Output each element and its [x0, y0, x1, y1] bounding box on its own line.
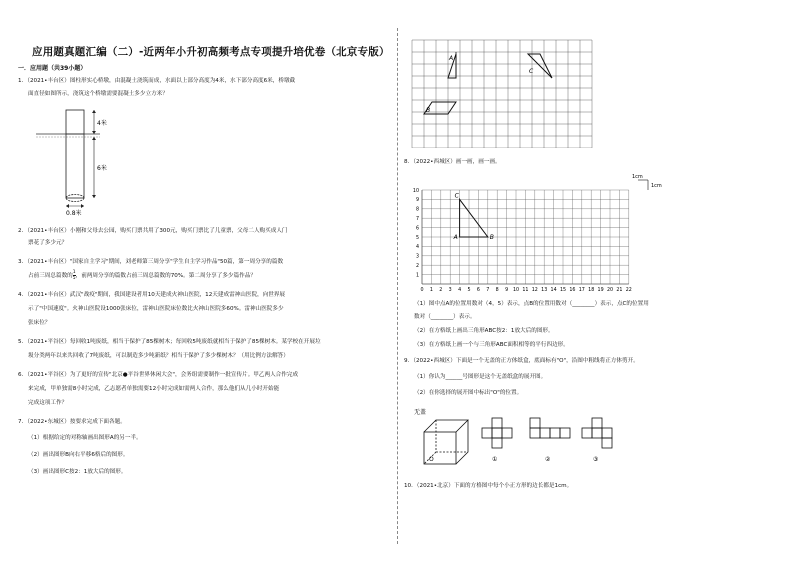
pier-body — [66, 110, 84, 198]
x-tick-label: 13 — [541, 288, 548, 293]
frac-numerator: 1 — [72, 270, 76, 275]
q2-line1: 2．（2021•丰台区）小刚和父母去公园，购买门票共用了300元，购买门票比了儿童票，父母二人购买成人门 — [18, 228, 288, 234]
q9-sub2: （2）在你选择的展开图中标出"O"的位置。 — [414, 390, 523, 396]
section-heading: 一．应用题（共39小题） — [18, 65, 87, 72]
q8-sub3: （3）在方格纸上画一个与三角形ABC面积相等的平行四边形。 — [414, 342, 569, 348]
page-title: 应用题真题汇编（二）-近两年小升初高频考点专项提升培优卷（北京专版） — [32, 46, 390, 58]
x-tick-label: 20 — [606, 288, 614, 293]
q8-sub1-text-c: 数对（ — [414, 314, 431, 320]
q7-line1: 7．（2022•东城区）按要求完成下面各题。 — [18, 419, 126, 425]
q6-line3: 完成这项工作？ — [28, 400, 68, 406]
q8-sub2: （2）在方格纸上画出三角形ABC按2：1放大后的图形。 — [414, 328, 554, 334]
pier-diagram — [36, 104, 126, 220]
shape-c-label: C — [529, 68, 534, 75]
q1-line1: 1．（2021•丰台区）图柱形实心桥墩，由混凝土浇筑而成，水面以上部分高度为4米，水下部分高度6米，桥墩截 — [18, 78, 296, 84]
point-label-c: C — [454, 192, 459, 200]
grid-lines — [412, 40, 592, 148]
x-tick-label: 22 — [625, 288, 632, 293]
option-2-label: ② — [545, 456, 551, 463]
q7-sub3: （3）画出图形C按2：1放大后的图形。 — [28, 469, 127, 475]
column-divider — [397, 28, 398, 544]
net-option-1[interactable] — [482, 418, 512, 448]
answer-blank-net[interactable]: ______ — [445, 374, 463, 380]
q2-line2: 票花了多少元？ — [28, 240, 68, 246]
open-box-label: 无盖 — [414, 409, 427, 416]
answer-blank-c[interactable]: ________ — [430, 314, 454, 320]
y-tick-label: 10 — [412, 188, 419, 194]
q7-sub2: （2）画出图形B向右平移6格后的图形。 — [28, 452, 129, 458]
q7-sub1: （1）根据给定的对称轴画出图形A的另一半。 — [28, 435, 142, 441]
coordinate-grid — [404, 172, 674, 294]
q9-sub1 — [414, 369, 546, 385]
x-tick-label: 2 — [439, 288, 443, 293]
x-tick-label: 11 — [522, 288, 529, 293]
x-tick-label: 16 — [569, 288, 576, 293]
transform-grid — [410, 38, 600, 148]
q3-line2 — [28, 268, 256, 284]
x-tick-label: 5 — [467, 288, 471, 293]
q10-line1: 10．（2021•北京）下面的方格图中每个小正方形的边长都是1cm。 — [404, 483, 573, 489]
point-label-b: B — [489, 234, 494, 241]
y-tick-label: 5 — [415, 235, 419, 241]
x-tick-label: 4 — [458, 288, 462, 293]
q8-sub1-text-d: ）表示。 — [453, 314, 476, 320]
q4-line2: 示了"中国速度"。火神山医院设1000张床位，雷神山医院床位数比火神山医院多60%。雷神山医院多少 — [28, 306, 284, 312]
x-tick-label: 1 — [429, 288, 433, 293]
y-tick-label: 1 — [415, 273, 419, 279]
y-tick-label: 6 — [415, 226, 419, 232]
x-tick-label: 10 — [512, 288, 520, 293]
x-tick-label: 9 — [505, 288, 509, 293]
q9-sub1-text-b: 号图形是这个无盖纸盒的展开图。 — [462, 374, 547, 380]
y-tick-label: 2 — [415, 264, 419, 269]
x-tick-label: 8 — [495, 288, 499, 293]
x-tick-label: 3 — [448, 288, 452, 293]
y-tick-label: 9 — [415, 198, 419, 204]
q8-sub1-text-b: ）表示，点C的位置用 — [594, 301, 649, 307]
q3-text-b: ，前两周分享的篇数占前三周总篇数的70%。第二周分享了多少篇作品？ — [75, 273, 256, 279]
shape-b-label: B — [426, 107, 431, 114]
frac-denominator: 5 — [72, 276, 76, 281]
answer-blank-b[interactable]: ________ — [572, 301, 595, 307]
q9-line1: 9．（2022•西城区）下面是一个无盖的正方体纸盒，底面标有"O"，沿图中粗线将正方体剪开。 — [404, 358, 639, 364]
y-tick-label: 7 — [415, 217, 419, 222]
shape-a-label: A — [449, 55, 454, 62]
net-option-3[interactable] — [582, 418, 612, 448]
x-tick-label: 14 — [550, 288, 557, 293]
label-6m: 6米 — [97, 165, 107, 172]
label-0-8m: 0.8米 — [66, 210, 82, 217]
label-4m: 4米 — [97, 120, 107, 127]
q3-line1: 3．（2021•丰台区）"国家自主学习"期间，刘老师第三周分享"学生自主学习作品"50篇，第一周分享的篇数 — [18, 259, 284, 265]
q1-line2: 面直径如图所示，浇筑这个桥墩需要混凝土多少立方米？ — [28, 91, 168, 97]
q5-line2: 圾分类两年以来共回收了7吨废纸，可以制造多少吨新纸？相当于保护了多少棵树木？（用比例方法解答） — [28, 353, 289, 359]
y-tick-label: 3 — [415, 254, 419, 260]
cube-nets-figure — [412, 406, 622, 474]
q9-sub1-text-a: （1）你认为 — [414, 374, 446, 380]
x-tick-label: 6 — [476, 288, 480, 293]
y-tick-label: 4 — [415, 245, 419, 251]
x-tick-label: 7 — [486, 288, 490, 293]
option-3-label: ③ — [593, 456, 599, 463]
coord-tick-labels — [413, 188, 632, 293]
q8-line1: 8．（2022•西城区）画一画，画一画。 — [404, 159, 501, 165]
q5-line1: 5．（2021•平谷区）每回收1吨废纸，相当于保护了85棵树木；每回收5吨废纸就相当于保护了85棵树木。某学校在开展垃 — [18, 339, 321, 345]
q3-text-a: 占前三周总篇数的 — [28, 273, 73, 279]
x-tick-label: 12 — [531, 288, 538, 293]
q6-line2: 来完成，甲单独需8小时完成，乙志愿者单独需要12小时完成如需两人合作，那么他们从几小时开始能 — [28, 386, 280, 392]
y-tick-label: 8 — [415, 207, 419, 213]
x-tick-label: 15 — [559, 288, 567, 293]
x-tick-label: 19 — [597, 288, 604, 293]
scale-label-side: 1cm — [651, 183, 662, 189]
point-label-a: A — [453, 234, 458, 241]
q4-line3: 张床位？ — [28, 320, 51, 326]
x-tick-label: 0 — [420, 288, 424, 293]
x-tick-label: 18 — [588, 288, 595, 293]
q6-line1: 6．（2021•平谷区）为了更好的宣传"北京●平谷世界休闲大会"，会务组需要制作一批宣传片。甲乙两人合作完成 — [18, 372, 299, 378]
scale-label-top: 1cm — [632, 174, 643, 180]
net-option-2[interactable] — [530, 418, 570, 438]
q4-line1: 4．（2021•丰台区）武汉"战疫"期间，我国建设者用10天建成火神山医院，12天建成雷神山医院，向世界展 — [18, 292, 286, 298]
option-1-label: ① — [492, 456, 498, 463]
cube-base-mark: O — [429, 456, 434, 463]
x-tick-label: 17 — [578, 288, 585, 293]
x-tick-label: 21 — [616, 288, 623, 293]
q8-sub1-text-a: （1）图中点A的位置用数对（4，5）表示，点B的位置用数对（ — [414, 301, 573, 307]
